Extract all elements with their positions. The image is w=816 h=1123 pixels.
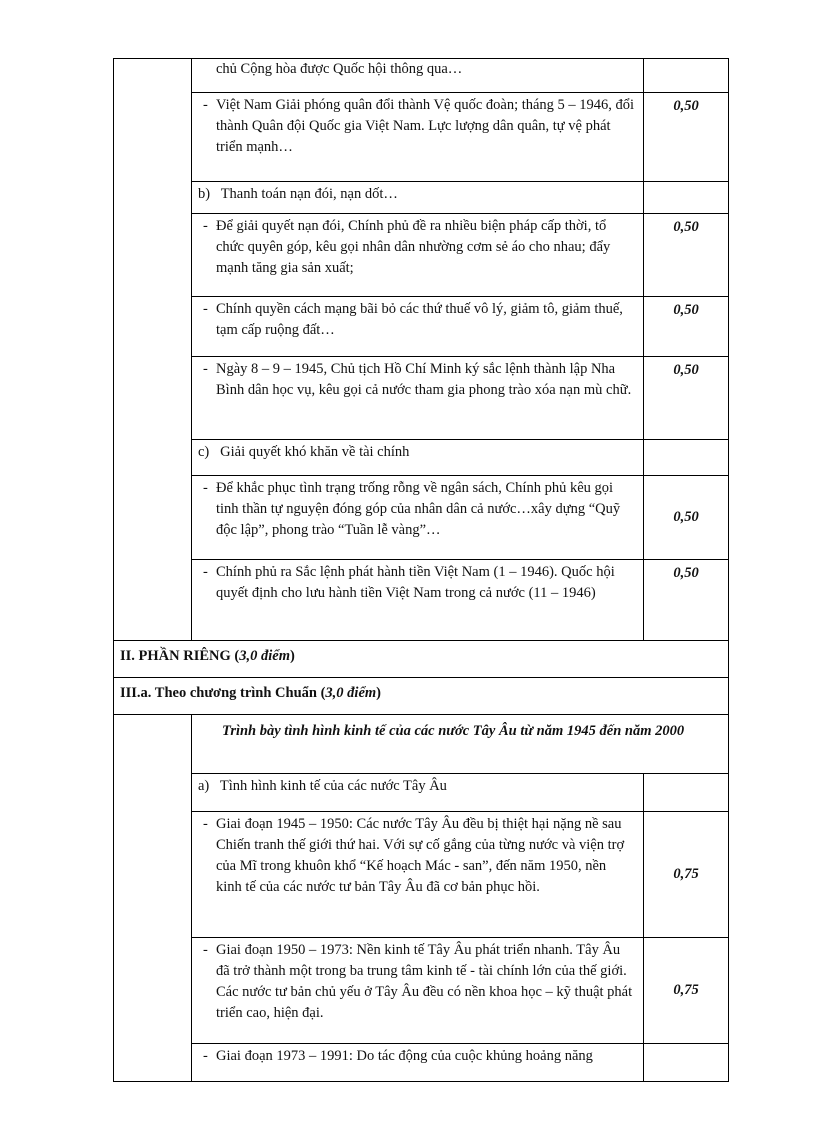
score-cell: 0,50 xyxy=(644,93,729,182)
table-row xyxy=(114,357,729,440)
score-cell: 0,50 xyxy=(644,214,729,297)
content-cell xyxy=(192,774,644,812)
content-cell xyxy=(192,938,644,1044)
row-text: Chính phủ ra Sắc lệnh phát hành tiền Việt Nam (1 – 1946). Quốc hội quyết định cho lưu hành tiền Việt Nam trong cả nước (11 – 1946) xyxy=(216,564,615,601)
table-row xyxy=(114,297,729,357)
content-cell xyxy=(192,440,644,476)
section-row xyxy=(114,641,729,678)
section-heading: III.a. Theo chương trình Chuẩn (3,0 điểm) xyxy=(114,678,729,715)
row-text: Để giải quyết nạn đói, Chính phủ đề ra nhiều biện pháp cấp thời, tổ chức quyên góp, kêu gọi nhân dân nhường cơm sẻ áo cho nhau; đẩy mạnh tăng gia sản xuất; xyxy=(216,218,611,276)
subheading: b) Thanh toán nạn đói, nạn dốt… xyxy=(198,186,398,202)
question-text: Trình bày tình hình kinh tế của các nước Tây Âu từ năm 1945 đến năm 2000 xyxy=(192,715,729,774)
content-cell xyxy=(192,59,644,93)
score-cell: 0,50 xyxy=(644,357,729,440)
content-cell xyxy=(192,812,644,938)
score-cell xyxy=(644,774,729,812)
score-cell xyxy=(644,59,729,93)
table-row xyxy=(114,182,729,214)
table-row xyxy=(114,476,729,560)
row-text: Việt Nam Giải phóng quân đổi thành Vệ quốc đoàn; tháng 5 – 1946, đổi thành Quân đội Quốc gia Việt Nam. Lực lượng dân quân, tự vệ phát triển mạnh… xyxy=(216,97,635,155)
bullet-dash: - xyxy=(203,218,208,234)
index-cell xyxy=(114,59,192,641)
table-row xyxy=(114,715,729,774)
row-text: Ngày 8 – 9 – 1945, Chủ tịch Hồ Chí Minh ký sắc lệnh thành lập Nha Bình dân học vụ, kêu gọi cả nước tham gia phong trào xóa nạn mù chữ. xyxy=(216,361,632,398)
bullet-dash: - xyxy=(203,816,208,832)
row-text: Giai đoạn 1950 – 1973: Nền kinh tế Tây Âu phát triển nhanh. Tây Âu đã trở thành một trong ba trung tâm kinh tế - tài chính lớn của thế giới. Các nước tư bản chủ yếu ở Tây Âu đều có nền khoa học – kỹ thuật phát triển cao, hiện đại. xyxy=(216,942,633,1021)
content-cell xyxy=(192,93,644,182)
content-cell xyxy=(192,476,644,560)
table-row xyxy=(114,59,729,93)
table-row xyxy=(114,938,729,1044)
score-cell xyxy=(644,1044,729,1082)
bullet-dash: - xyxy=(203,564,208,580)
content-cell xyxy=(192,182,644,214)
bullet-dash: - xyxy=(203,301,208,317)
table-row xyxy=(114,812,729,938)
table-row xyxy=(114,1044,729,1082)
content-cell xyxy=(192,297,644,357)
score-cell xyxy=(644,440,729,476)
table-row xyxy=(114,560,729,641)
table-row xyxy=(114,214,729,297)
subheading: c) Giải quyết khó khăn về tài chính xyxy=(198,444,410,460)
section-heading: II. PHẦN RIÊNG (3,0 điểm) xyxy=(114,641,729,678)
subheading: a) Tình hình kinh tế của các nước Tây Âu xyxy=(198,778,447,794)
bullet-dash: - xyxy=(203,97,208,113)
table-row xyxy=(114,440,729,476)
bullet-dash: - xyxy=(203,942,208,958)
row-text: Giai đoạn 1973 – 1991: Do tác động của cuộc khủng hoảng năng xyxy=(216,1048,593,1064)
table-row xyxy=(114,774,729,812)
score-cell: 0,75 xyxy=(644,938,729,1044)
bullet-dash: - xyxy=(203,361,208,377)
score-cell: 0,75 xyxy=(644,812,729,938)
table-row xyxy=(114,93,729,182)
row-text: Chính quyền cách mạng bãi bỏ các thứ thuế vô lý, giảm tô, giảm thuế, tạm cấp ruộng đất… xyxy=(216,301,623,338)
content-cell xyxy=(192,560,644,641)
row-text: Giai đoạn 1945 – 1950: Các nước Tây Âu đều bị thiệt hại nặng nề sau Chiến tranh thế giới thứ hai. Với sự cố gắng của từng nước và viện trợ của Mĩ trong khuôn khổ “Kế hoạch Mác - san”, đến năm 1950, nền kinh tế của các nước tư bản Tây Âu đã cơ bản phục hồi. xyxy=(216,816,625,895)
content-cell xyxy=(192,1044,644,1082)
bullet-dash: - xyxy=(203,1048,208,1064)
content-cell xyxy=(192,357,644,440)
content-cell xyxy=(192,214,644,297)
score-cell: 0,50 xyxy=(644,560,729,641)
score-cell: 0,50 xyxy=(644,297,729,357)
score-cell: 0,50 xyxy=(644,476,729,560)
index-cell xyxy=(114,715,192,1082)
answer-key-table xyxy=(113,58,729,1082)
row-text: Để khắc phục tình trạng trống rỗng về ngân sách, Chính phủ kêu gọi tinh thần tự nguyện đóng góp của nhân dân cả nước…xây dựng “Quỹ độc lập”, phong trào “Tuần lễ vàng”… xyxy=(216,480,621,538)
score-cell xyxy=(644,182,729,214)
section-row xyxy=(114,678,729,715)
bullet-dash: - xyxy=(203,480,208,496)
row-text: chủ Cộng hòa được Quốc hội thông qua… xyxy=(216,61,463,77)
